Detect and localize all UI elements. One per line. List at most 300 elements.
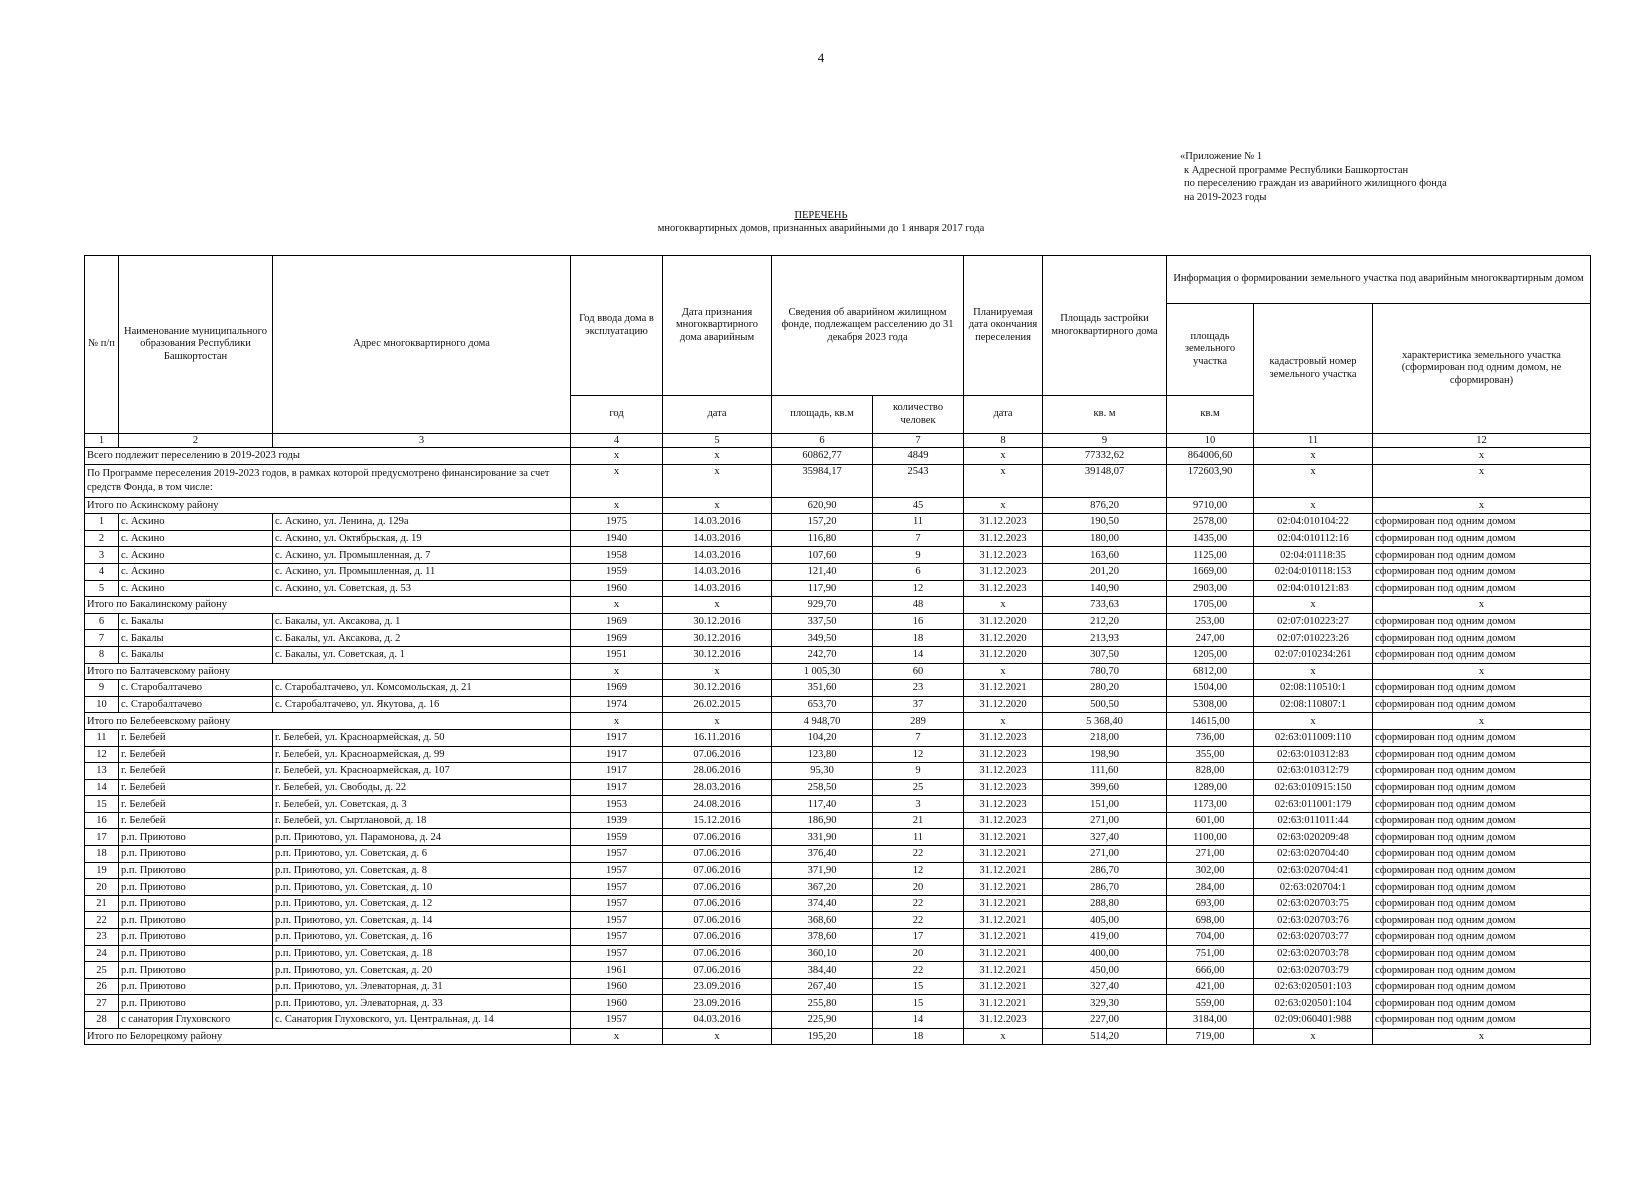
table-cell: x bbox=[1373, 1028, 1591, 1045]
column-index: 2 bbox=[119, 434, 273, 448]
district-total-row bbox=[85, 663, 1591, 680]
table-row bbox=[85, 912, 1591, 929]
table-cell: 698,00 bbox=[1167, 912, 1254, 929]
table-body bbox=[85, 448, 1591, 1045]
header-build-area: Площадь застройки многоквартирного дома bbox=[1043, 256, 1167, 396]
table-cell: 7 bbox=[873, 530, 964, 547]
table-cell: 1917 bbox=[571, 763, 663, 780]
table-cell: 1917 bbox=[571, 779, 663, 796]
table-cell: 1289,00 bbox=[1167, 779, 1254, 796]
table-cell: 18 bbox=[873, 1028, 964, 1045]
table-cell: 212,20 bbox=[1043, 613, 1167, 630]
table-cell: 31.12.2023 bbox=[964, 547, 1043, 564]
unit-land-area: кв.м bbox=[1167, 396, 1254, 434]
table-cell: 288,80 bbox=[1043, 895, 1167, 912]
table-cell: 02:04:010121:83 bbox=[1254, 580, 1373, 597]
table-cell: г. Белебей, ул. Красноармейская, д. 107 bbox=[273, 763, 571, 780]
table-cell: 286,70 bbox=[1043, 862, 1167, 879]
table-cell: 1959 bbox=[571, 563, 663, 580]
table-cell: сформирован под одним домом bbox=[1373, 514, 1591, 531]
table-cell: 1940 bbox=[571, 530, 663, 547]
table-cell: 864006,60 bbox=[1167, 448, 1254, 465]
header-land-area: площадь земельного участка bbox=[1167, 304, 1254, 396]
table-cell: 14.03.2016 bbox=[663, 547, 772, 564]
table-cell: 30.12.2016 bbox=[663, 630, 772, 647]
table-cell: 02:63:010915:150 bbox=[1254, 779, 1373, 796]
table-cell: 30.12.2016 bbox=[663, 613, 772, 630]
table-cell: 02:07:010223:27 bbox=[1254, 613, 1373, 630]
header-num: № п/п bbox=[85, 256, 119, 434]
unit-people: количество человек bbox=[873, 396, 964, 434]
table-cell: сформирован под одним домом bbox=[1373, 846, 1591, 863]
table-cell: 26 bbox=[85, 978, 119, 995]
table-cell: сформирован под одним домом bbox=[1373, 912, 1591, 929]
table-cell: 16 bbox=[873, 613, 964, 630]
table-cell: 271,00 bbox=[1043, 812, 1167, 829]
table-cell: 22 bbox=[873, 912, 964, 929]
table-cell: 31.12.2021 bbox=[964, 945, 1043, 962]
table-cell: р.п. Приютово, ул. Элеваторная, д. 31 bbox=[273, 978, 571, 995]
table-cell: сформирован под одним домом bbox=[1373, 829, 1591, 846]
table-cell: 280,20 bbox=[1043, 680, 1167, 697]
table-cell: 02:63:020501:103 bbox=[1254, 978, 1373, 995]
table-cell: 368,60 bbox=[772, 912, 873, 929]
table-cell: 02:63:020704:1 bbox=[1254, 879, 1373, 896]
table-cell: 1669,00 bbox=[1167, 563, 1254, 580]
table-cell: 3 bbox=[85, 547, 119, 564]
table-cell: сформирован под одним домом bbox=[1373, 895, 1591, 912]
table-cell: 1173,00 bbox=[1167, 796, 1254, 813]
table-cell: 31.12.2023 bbox=[964, 763, 1043, 780]
table-cell: 14 bbox=[85, 779, 119, 796]
table-cell: 1969 bbox=[571, 613, 663, 630]
table-cell: с. Старобалтачево, ул. Комсомольская, д. 21 bbox=[273, 680, 571, 697]
table-cell: 1974 bbox=[571, 696, 663, 713]
table-cell: x bbox=[663, 1028, 772, 1045]
table-cell: 25 bbox=[873, 779, 964, 796]
table-cell: x bbox=[964, 597, 1043, 614]
table-row bbox=[85, 929, 1591, 946]
table-cell: 1960 bbox=[571, 995, 663, 1012]
table-cell: 23.09.2016 bbox=[663, 995, 772, 1012]
table-cell: 876,20 bbox=[1043, 497, 1167, 514]
table-cell: 14.03.2016 bbox=[663, 563, 772, 580]
table-cell: 201,20 bbox=[1043, 563, 1167, 580]
table-cell: 30.12.2016 bbox=[663, 646, 772, 663]
table-cell: 1957 bbox=[571, 862, 663, 879]
table-cell: x bbox=[663, 464, 772, 497]
table-cell: 19 bbox=[85, 862, 119, 879]
table-row bbox=[85, 846, 1591, 863]
column-index: 8 bbox=[964, 434, 1043, 448]
table-cell: 1917 bbox=[571, 729, 663, 746]
table-cell: x bbox=[1254, 663, 1373, 680]
table-cell: x bbox=[663, 713, 772, 730]
table-cell: 5 368,40 bbox=[1043, 713, 1167, 730]
table-cell: 14615,00 bbox=[1167, 713, 1254, 730]
table-cell: 02:04:010118:153 bbox=[1254, 563, 1373, 580]
table-cell: 26.02.2015 bbox=[663, 696, 772, 713]
table-cell: 31.12.2021 bbox=[964, 895, 1043, 912]
table-cell: 15 bbox=[85, 796, 119, 813]
table-cell: р.п. Приютово bbox=[119, 962, 273, 979]
table-cell: 22 bbox=[873, 895, 964, 912]
table-cell: 02:63:020703:78 bbox=[1254, 945, 1373, 962]
table-cell: 22 bbox=[873, 962, 964, 979]
table-cell: р.п. Приютово bbox=[119, 995, 273, 1012]
table-cell: 31.12.2023 bbox=[964, 729, 1043, 746]
table-cell: р.п. Приютово, ул. Советская, д. 10 bbox=[273, 879, 571, 896]
table-cell: 31.12.2021 bbox=[964, 912, 1043, 929]
table-cell: 3 bbox=[873, 796, 964, 813]
table-cell: 31.12.2020 bbox=[964, 630, 1043, 647]
table-cell: 21 bbox=[873, 812, 964, 829]
table-cell: 1957 bbox=[571, 912, 663, 929]
table-cell: 104,20 bbox=[772, 729, 873, 746]
table-cell: 828,00 bbox=[1167, 763, 1254, 780]
table-row bbox=[85, 962, 1591, 979]
table-cell: x bbox=[571, 448, 663, 465]
table-cell: 1957 bbox=[571, 895, 663, 912]
table-cell: 267,40 bbox=[772, 978, 873, 995]
table-cell: 02:63:020703:79 bbox=[1254, 962, 1373, 979]
table-row bbox=[85, 630, 1591, 647]
table-cell: 2543 bbox=[873, 464, 964, 497]
table-cell: с. Аскино bbox=[119, 563, 273, 580]
table-cell: 07.06.2016 bbox=[663, 895, 772, 912]
table-cell: 653,70 bbox=[772, 696, 873, 713]
table-cell: р.п. Приютово bbox=[119, 978, 273, 995]
table-cell: сформирован под одним домом bbox=[1373, 746, 1591, 763]
column-index: 12 bbox=[1373, 434, 1591, 448]
table-cell: 327,40 bbox=[1043, 829, 1167, 846]
table-cell: x bbox=[1373, 497, 1591, 514]
table-row bbox=[85, 945, 1591, 962]
table-cell: с. Бакалы bbox=[119, 630, 273, 647]
table-cell: 31.12.2021 bbox=[964, 829, 1043, 846]
table-cell: 48 bbox=[873, 597, 964, 614]
table-cell: 271,00 bbox=[1043, 846, 1167, 863]
table-cell: 02:63:011009:110 bbox=[1254, 729, 1373, 746]
table-cell: 02:63:011011:44 bbox=[1254, 812, 1373, 829]
table-cell: x bbox=[571, 663, 663, 680]
table-cell: 1953 bbox=[571, 796, 663, 813]
table-cell: 02:63:010312:79 bbox=[1254, 763, 1373, 780]
header-land-char: характеристика земельного участка (сформирован под одним домом, не сформирован) bbox=[1373, 304, 1591, 434]
table-cell: 02:63:020703:75 bbox=[1254, 895, 1373, 912]
table-cell: 07.06.2016 bbox=[663, 746, 772, 763]
table-cell: 14.03.2016 bbox=[663, 580, 772, 597]
table-cell: 374,40 bbox=[772, 895, 873, 912]
table-cell: 14 bbox=[873, 1012, 964, 1029]
table-row bbox=[85, 580, 1591, 597]
document-heading bbox=[0, 209, 1642, 235]
table-cell: 5 bbox=[85, 580, 119, 597]
table-cell: 07.06.2016 bbox=[663, 912, 772, 929]
district-total-label: Итого по Аскинскому району bbox=[85, 497, 571, 514]
table-cell: 15 bbox=[873, 995, 964, 1012]
table-cell: с. Бакалы, ул. Аксакова, д. 1 bbox=[273, 613, 571, 630]
table-cell: р.п. Приютово, ул. Советская, д. 16 bbox=[273, 929, 571, 946]
table-row bbox=[85, 796, 1591, 813]
table-cell: 1975 bbox=[571, 514, 663, 531]
table-cell: с санатория Глуховского bbox=[119, 1012, 273, 1029]
table-row bbox=[85, 530, 1591, 547]
table-cell: 289 bbox=[873, 713, 964, 730]
table-cell: 693,00 bbox=[1167, 895, 1254, 912]
document-title: ПЕРЕЧЕНЬ bbox=[794, 210, 848, 221]
appendix-line: по переселению граждан из аварийного жилищного фонда bbox=[1184, 178, 1447, 189]
appendix-line: «Приложение № 1 bbox=[1180, 151, 1263, 162]
table-cell: 12 bbox=[873, 862, 964, 879]
table-cell: 117,40 bbox=[772, 796, 873, 813]
table-cell: 157,20 bbox=[772, 514, 873, 531]
table-cell: 7 bbox=[85, 630, 119, 647]
table-cell: 24 bbox=[85, 945, 119, 962]
column-index: 9 bbox=[1043, 434, 1167, 448]
table-cell: x bbox=[663, 597, 772, 614]
table-cell: 31.12.2023 bbox=[964, 779, 1043, 796]
table-cell: сформирован под одним домом bbox=[1373, 563, 1591, 580]
table-cell: 123,80 bbox=[772, 746, 873, 763]
table-cell: 405,00 bbox=[1043, 912, 1167, 929]
table-cell: 10 bbox=[85, 696, 119, 713]
table-cell: 1917 bbox=[571, 746, 663, 763]
table-cell: 327,40 bbox=[1043, 978, 1167, 995]
table-cell: р.п. Приютово, ул. Советская, д. 20 bbox=[273, 962, 571, 979]
table-cell: 11 bbox=[873, 514, 964, 531]
table-cell: 28.03.2016 bbox=[663, 779, 772, 796]
table-cell: г. Белебей, ул. Советская, д. 3 bbox=[273, 796, 571, 813]
table-cell: 1957 bbox=[571, 929, 663, 946]
table-cell: сформирован под одним домом bbox=[1373, 646, 1591, 663]
table-cell: с. Аскино bbox=[119, 547, 273, 564]
column-index: 1 bbox=[85, 434, 119, 448]
table-cell: сформирован под одним домом bbox=[1373, 929, 1591, 946]
table-cell: 1435,00 bbox=[1167, 530, 1254, 547]
table-cell: 6 bbox=[85, 613, 119, 630]
table-cell: 07.06.2016 bbox=[663, 945, 772, 962]
table-cell: 736,00 bbox=[1167, 729, 1254, 746]
table-cell: 384,40 bbox=[772, 962, 873, 979]
table-cell: 12 bbox=[85, 746, 119, 763]
column-index: 11 bbox=[1254, 434, 1373, 448]
table-cell: 02:09:060401:988 bbox=[1254, 1012, 1373, 1029]
table-cell: с. Санатория Глуховского, ул. Центральная, д. 14 bbox=[273, 1012, 571, 1029]
table-cell: 31.12.2023 bbox=[964, 812, 1043, 829]
table-cell: 351,60 bbox=[772, 680, 873, 697]
table-cell: 16.11.2016 bbox=[663, 729, 772, 746]
table-cell: x bbox=[1254, 1028, 1373, 1045]
table-cell: 07.06.2016 bbox=[663, 829, 772, 846]
table-cell: 929,70 bbox=[772, 597, 873, 614]
table-row bbox=[85, 895, 1591, 912]
table-cell: 23 bbox=[85, 929, 119, 946]
table-cell: 419,00 bbox=[1043, 929, 1167, 946]
table-cell: сформирован под одним домом bbox=[1373, 995, 1591, 1012]
table-cell: 255,80 bbox=[772, 995, 873, 1012]
table-cell: 1957 bbox=[571, 945, 663, 962]
table-cell: 02:63:020704:40 bbox=[1254, 846, 1373, 863]
table-row bbox=[85, 829, 1591, 846]
table-cell: 1705,00 bbox=[1167, 597, 1254, 614]
table-cell: 247,00 bbox=[1167, 630, 1254, 647]
unit-build-area: кв. м bbox=[1043, 396, 1167, 434]
table-cell: 24.08.2016 bbox=[663, 796, 772, 813]
table-cell: 140,90 bbox=[1043, 580, 1167, 597]
column-index-row bbox=[85, 434, 1591, 448]
table-cell: 378,60 bbox=[772, 929, 873, 946]
table-cell: 151,00 bbox=[1043, 796, 1167, 813]
table-cell: 12 bbox=[873, 746, 964, 763]
table-cell: р.п. Приютово, ул. Советская, д. 6 bbox=[273, 846, 571, 863]
table-cell: 1957 bbox=[571, 846, 663, 863]
table-cell: сформирован под одним домом bbox=[1373, 812, 1591, 829]
summary-label: Всего подлежит переселению в 2019-2023 годы bbox=[85, 448, 571, 465]
table-cell: 450,00 bbox=[1043, 962, 1167, 979]
table-cell: сформирован под одним домом bbox=[1373, 763, 1591, 780]
table-cell: 719,00 bbox=[1167, 1028, 1254, 1045]
table-cell: 2578,00 bbox=[1167, 514, 1254, 531]
table-cell: 190,50 bbox=[1043, 514, 1167, 531]
table-cell: 1957 bbox=[571, 879, 663, 896]
table-cell: 180,00 bbox=[1043, 530, 1167, 547]
table-cell: 172603,90 bbox=[1167, 464, 1254, 497]
table-cell: 31.12.2023 bbox=[964, 563, 1043, 580]
table-cell: 500,50 bbox=[1043, 696, 1167, 713]
table-cell: 4 948,70 bbox=[772, 713, 873, 730]
table-cell: 31.12.2023 bbox=[964, 514, 1043, 531]
table-row bbox=[85, 746, 1591, 763]
table-cell: 30.12.2016 bbox=[663, 680, 772, 697]
table-cell: x bbox=[964, 464, 1043, 497]
table-cell: р.п. Приютово, ул. Парамонова, д. 24 bbox=[273, 829, 571, 846]
table-row bbox=[85, 613, 1591, 630]
table-cell: 198,90 bbox=[1043, 746, 1167, 763]
table-cell: 28 bbox=[85, 1012, 119, 1029]
header-land-info: Информация о формировании земельного участка под аварийным многоквартирным домом bbox=[1167, 256, 1591, 304]
table-cell: 02:63:010312:83 bbox=[1254, 746, 1373, 763]
table-cell: 07.06.2016 bbox=[663, 846, 772, 863]
table-cell: 27 bbox=[85, 995, 119, 1012]
table-cell: 07.06.2016 bbox=[663, 862, 772, 879]
district-total-label: Итого по Белорецкому району bbox=[85, 1028, 571, 1045]
table-cell: 195,20 bbox=[772, 1028, 873, 1045]
table-cell: 1951 bbox=[571, 646, 663, 663]
table-cell: 07.06.2016 bbox=[663, 962, 772, 979]
table-cell: с. Аскино bbox=[119, 514, 273, 531]
table-cell: 1960 bbox=[571, 978, 663, 995]
table-cell: 258,50 bbox=[772, 779, 873, 796]
header-municipality: Наименование муниципального образования Республики Башкортостан bbox=[119, 256, 273, 434]
table-cell: 1961 bbox=[571, 962, 663, 979]
appendix-line: к Адресной программе Республики Башкортостан bbox=[1184, 164, 1409, 176]
table-cell: 17 bbox=[85, 829, 119, 846]
table-cell: р.п. Приютово, ул. Элеваторная, д. 33 bbox=[273, 995, 571, 1012]
unit-date: дата bbox=[663, 396, 772, 434]
table-cell: сформирован под одним домом bbox=[1373, 879, 1591, 896]
table-cell: с. Старобалтачево bbox=[119, 680, 273, 697]
table-cell: сформирован под одним домом bbox=[1373, 978, 1591, 995]
table-cell: 284,00 bbox=[1167, 879, 1254, 896]
table-cell: 7 bbox=[873, 729, 964, 746]
table-cell: 751,00 bbox=[1167, 945, 1254, 962]
table-cell: 1959 bbox=[571, 829, 663, 846]
table-cell: 31.12.2023 bbox=[964, 746, 1043, 763]
table-cell: 1504,00 bbox=[1167, 680, 1254, 697]
header-year: Год ввода дома в эксплуатацию bbox=[571, 256, 663, 396]
table-cell: 23 bbox=[873, 680, 964, 697]
table-cell: x bbox=[1373, 597, 1591, 614]
table-cell: с. Бакалы bbox=[119, 646, 273, 663]
table-cell: 02:04:010112:16 bbox=[1254, 530, 1373, 547]
table-cell: г. Белебей, ул. Красноармейская, д. 50 bbox=[273, 729, 571, 746]
table-cell: р.п. Приютово bbox=[119, 912, 273, 929]
table-cell: x bbox=[964, 448, 1043, 465]
column-index: 5 bbox=[663, 434, 772, 448]
district-total-label: Итого по Белебеевскому району bbox=[85, 713, 571, 730]
table-cell: 371,90 bbox=[772, 862, 873, 879]
table-cell: 4 bbox=[85, 563, 119, 580]
document-subtitle: многоквартирных домов, признанных аварийными до 1 января 2017 года bbox=[657, 223, 985, 234]
table-cell: 02:63:020703:77 bbox=[1254, 929, 1373, 946]
table-cell: x bbox=[1373, 713, 1591, 730]
table-cell: 421,00 bbox=[1167, 978, 1254, 995]
table-cell: 360,10 bbox=[772, 945, 873, 962]
table-cell: 9 bbox=[873, 547, 964, 564]
table-cell: р.п. Приютово bbox=[119, 862, 273, 879]
table-cell: г. Белебей, ул. Красноармейская, д. 99 bbox=[273, 746, 571, 763]
table-cell: x bbox=[571, 713, 663, 730]
table-cell: сформирован под одним домом bbox=[1373, 613, 1591, 630]
unit-year: год bbox=[571, 396, 663, 434]
table-cell: 1100,00 bbox=[1167, 829, 1254, 846]
table-cell: сформирован под одним домом bbox=[1373, 630, 1591, 647]
table-cell: 780,70 bbox=[1043, 663, 1167, 680]
table-cell: 355,00 bbox=[1167, 746, 1254, 763]
header-cadastral: кадастровый номер земельного участка bbox=[1254, 304, 1373, 434]
table-row bbox=[85, 779, 1591, 796]
table-cell: 213,93 bbox=[1043, 630, 1167, 647]
summary-row bbox=[85, 448, 1591, 465]
table-cell: 35984,17 bbox=[772, 464, 873, 497]
table-cell: 31.12.2023 bbox=[964, 580, 1043, 597]
district-total-label: Итого по Бакалинскому району bbox=[85, 597, 571, 614]
table-cell: 18 bbox=[85, 846, 119, 863]
page-number: 4 bbox=[817, 50, 825, 65]
header-date: Дата признания многоквартирного дома аварийным bbox=[663, 256, 772, 396]
district-total-row bbox=[85, 1028, 1591, 1045]
table-cell: 121,40 bbox=[772, 563, 873, 580]
table-cell: 95,30 bbox=[772, 763, 873, 780]
table-row bbox=[85, 978, 1591, 995]
table-cell: с. Бакалы, ул. Аксакова, д. 2 bbox=[273, 630, 571, 647]
table-cell: 31.12.2023 bbox=[964, 530, 1043, 547]
table-cell: 31.12.2021 bbox=[964, 962, 1043, 979]
table-cell: x bbox=[964, 663, 1043, 680]
table-cell: 376,40 bbox=[772, 846, 873, 863]
table-cell: 31.12.2023 bbox=[964, 1012, 1043, 1029]
table-cell: 1 bbox=[85, 514, 119, 531]
table-cell: с. Аскино, ул. Промышленная, д. 7 bbox=[273, 547, 571, 564]
table-cell: 02:08:110510:1 bbox=[1254, 680, 1373, 697]
housing-table bbox=[84, 255, 1591, 1045]
table-cell: 704,00 bbox=[1167, 929, 1254, 946]
table-cell: x bbox=[571, 1028, 663, 1045]
table-cell: 31.12.2020 bbox=[964, 613, 1043, 630]
table-cell: 28.06.2016 bbox=[663, 763, 772, 780]
table-cell: 307,50 bbox=[1043, 646, 1167, 663]
